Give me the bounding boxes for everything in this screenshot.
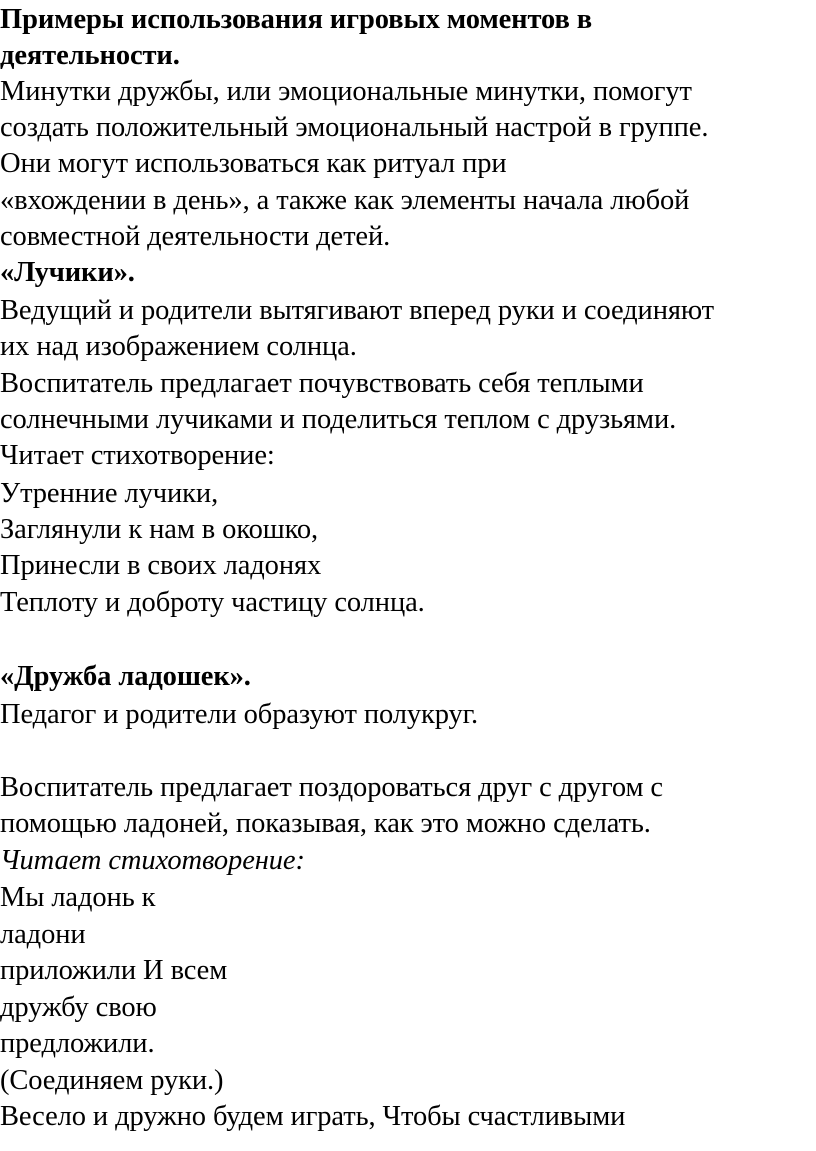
body-line: Воспитатель предлагает поздороваться друг с другом с [0,772,663,803]
section-title-druzhba: «Дружба ладошек». [0,661,251,692]
body-line: Педагог и родители образуют полукруг. [0,699,479,730]
poem-line: Теплоту и доброту частицу солнца. [0,587,425,618]
poem-line: Утренние лучики, [0,478,219,509]
poem-line: Мы ладонь к [0,882,156,913]
poem-line: Принесли в своих ладонях [0,550,322,581]
poem-line: дружбу свою [0,992,157,1023]
poem-line: предложили. [0,1028,155,1059]
intro-line: «вхождении в день», а также как элементы начала любой [0,185,690,216]
heading-line-1: Примеры использования игровых моментов в [0,4,593,35]
poem-line: (Соединяем руки.) [0,1065,224,1096]
intro-line: Они могут использоваться как ритуал при [0,148,507,179]
body-line: Воспитатель предлагает почувствовать себя теплыми [0,368,644,399]
body-line: Ведущий и родители вытягивают вперед руки и соединяют [0,295,715,326]
body-line: Читает стихотворение: [0,440,275,471]
heading-line-2: деятельности. [0,40,180,71]
body-line: их над изображением солнца. [0,331,357,362]
intro-line: Минутки дружбы, или эмоциональные минутки, помогут [0,76,692,107]
section-title-luchiki: «Лучики». [0,257,135,288]
body-line: помощью ладоней, показывая, как это можно сделать. [0,808,651,839]
body-line: солнечными лучиками и поделиться теплом с друзьями. [0,404,677,435]
italic-line: Читает стихотворение: [0,845,305,876]
intro-line: создать положительный эмоциональный настрой в группе. [0,112,709,143]
poem-line: приложили И всем [0,955,228,986]
intro-line: совместной деятельности детей. [0,221,391,252]
poem-line: ладони [0,919,86,950]
poem-line: Весело и дружно будем играть, Чтобы счастливыми [0,1101,626,1132]
poem-line: Заглянули к нам в окошко, [0,514,319,545]
